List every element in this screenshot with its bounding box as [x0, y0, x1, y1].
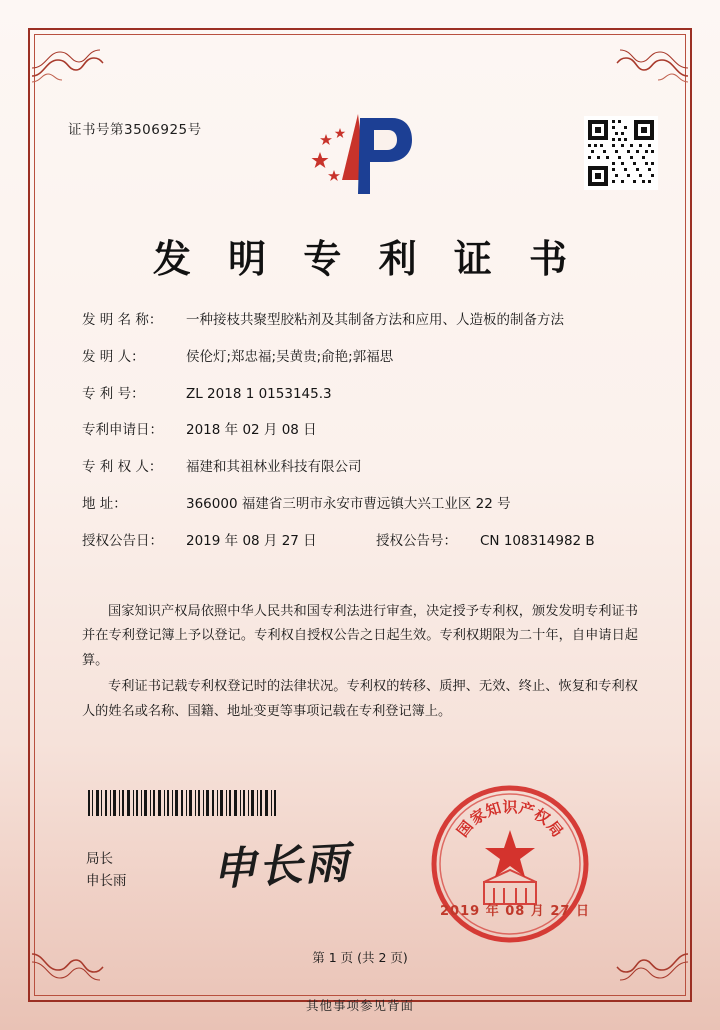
svg-text:家: 家	[466, 805, 490, 829]
field-row-invention-name	[82, 310, 642, 330]
cnipa-sail-logo-icon	[300, 108, 420, 204]
qr-code-icon	[584, 116, 658, 190]
field-label: 专 利 权 人：	[82, 459, 163, 475]
handwritten-signature: 申长雨	[210, 837, 352, 896]
svg-text:知: 知	[483, 798, 504, 821]
field-value: 福建和其祖林业科技有限公司	[186, 459, 362, 475]
seal-date: 2019 年 08 月 27 日	[440, 904, 590, 919]
signature-role: 局长	[86, 851, 113, 867]
page-number: 第 1 页 (共 2 页)	[312, 950, 408, 965]
certificate-number: 证书号第3506925号	[68, 122, 202, 138]
field-row-application-date	[82, 420, 642, 440]
red-official-seal-icon	[424, 778, 596, 950]
footer-note: 其他事项参见背面	[305, 998, 414, 1013]
field-label: 地 址：	[82, 495, 127, 512]
signature-name: 申长雨	[86, 873, 127, 890]
field-label: 发 明 人：	[82, 348, 145, 365]
field-label-grant-date: 授权公告日：	[82, 532, 163, 549]
field-value: ZL 2018 1 0153145.3	[186, 385, 332, 402]
svg-text:识: 识	[502, 798, 518, 816]
signature-block	[86, 848, 127, 893]
field-value-grant-number: CN 108314982 B	[480, 532, 595, 549]
field-row-address	[82, 494, 642, 514]
field-row-inventors	[82, 347, 642, 367]
field-label: 专 利 号：	[82, 385, 145, 402]
field-value-grant-date: 2019 年 08 月 27 日	[186, 532, 317, 549]
svg-text:产: 产	[516, 798, 537, 821]
svg-text:国: 国	[453, 817, 477, 841]
field-label: 专利申请日：	[82, 422, 163, 439]
field-label: 发 明 名 称：	[82, 312, 163, 328]
svg-text:权: 权	[530, 805, 554, 829]
page-title: 发 明 专 利 证 书	[152, 236, 580, 281]
field-value: 2018 年 02 月 08 日	[186, 422, 317, 439]
barcode-icon	[88, 790, 278, 816]
field-row-grant-announcement	[82, 531, 642, 551]
field-row-patentee	[82, 457, 642, 477]
field-value: 一种接枝共聚型胶粘剂及其制备方法和应用、人造板的制备方法	[186, 312, 564, 328]
field-list	[82, 310, 642, 567]
field-row-patent-number	[82, 384, 642, 404]
paragraph-2: 专利证书记载专利权登记时的法律状况。专利权的转移、质押、无效、终止、恢复和专利权人的姓名或名称、国籍、地址变更等事项记载在专利登记簿上。	[82, 679, 638, 719]
field-label-grant-number: 授权公告号：	[376, 532, 457, 549]
field-value: 366000 福建省三明市永安市曹远镇大兴工业区 22 号	[186, 495, 511, 512]
svg-text:局: 局	[543, 817, 567, 841]
paragraph-1: 国家知识产权局依照中华人民共和国专利法进行审查，决定授予专利权，颁发发明专利证书并在专利登记簿上予以登记。专利权自授权公告之日起生效。专利权期限为二十年，自申请日起算。	[82, 604, 638, 668]
legal-text	[82, 600, 638, 726]
field-value: 侯伦灯;郑忠福;吴黄贵;俞艳;郭福思	[186, 348, 394, 365]
